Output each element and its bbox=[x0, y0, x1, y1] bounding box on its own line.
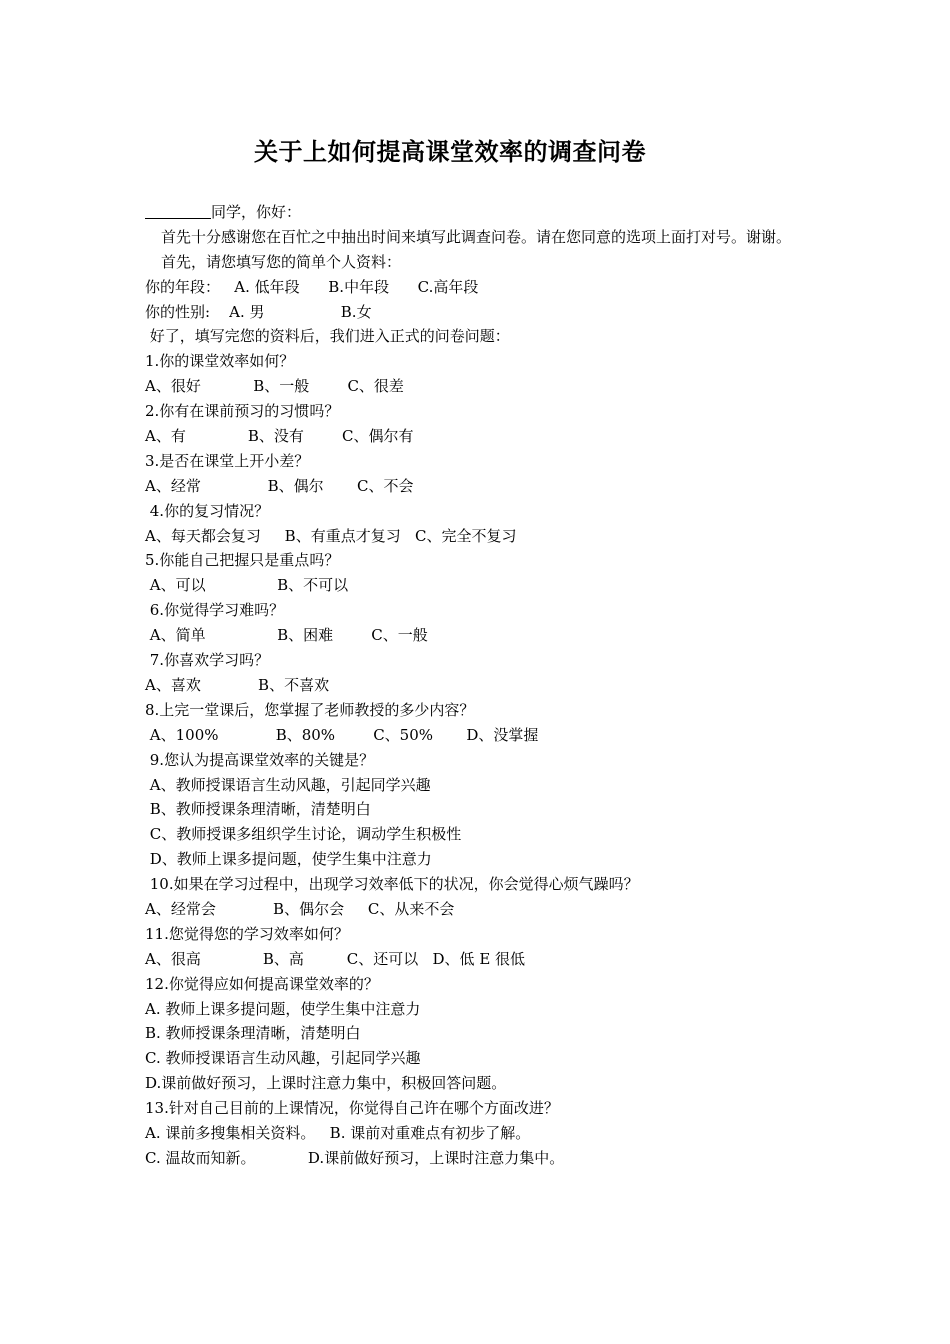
answer-options: A. 教师上课多提问题，使学生集中注意力 bbox=[145, 999, 421, 1018]
question-text: 6.你觉得学习难吗？ bbox=[145, 601, 285, 620]
personal-info-prompt: 首先，请您填写您的简单个人资料： bbox=[161, 252, 402, 271]
question-text: 7.你喜欢学习吗？ bbox=[145, 651, 270, 670]
answer-options: A、教师授课语言生动风趣，引起同学兴趣 bbox=[145, 775, 431, 794]
intro-paragraph: 首先十分感谢您在百忙之中抽出时间来填写此调查问卷。请在您同意的选项上面打对号。谢谢。 bbox=[161, 227, 792, 246]
question-text: 8.上完一堂课后，您掌握了老师教授的多少内容？ bbox=[145, 700, 475, 719]
question-text: 9.您认为提高课堂效率的关键是？ bbox=[145, 750, 375, 769]
answer-options: A、很高 B、高 C、还可以 D、低 E 很低 bbox=[145, 949, 526, 968]
answer-options: A、经常会 B、偶尔会 C、从来不会 bbox=[145, 899, 455, 918]
answer-options: C. 教师授课语言生动风趣，引起同学兴趣 bbox=[145, 1049, 421, 1068]
question-text: 1.你的课堂效率如何？ bbox=[145, 352, 295, 371]
answer-options: A. 课前多搜集相关资料。 B. 课前对重难点有初步了解。 bbox=[145, 1123, 531, 1142]
answer-options: C、教师授课多组织学生讨论，调动学生积极性 bbox=[145, 825, 462, 844]
gender-line: 你的性别: A. 男 B.女 bbox=[145, 302, 372, 321]
answer-options: A、每天都会复习 B、有重点才复习 C、完全不复习 bbox=[145, 526, 517, 545]
survey-body bbox=[145, 200, 795, 1171]
answer-options: C. 温故而知新。 D.课前做好预习，上课时注意力集中。 bbox=[145, 1148, 565, 1167]
answer-options: A、喜欢 B、不喜欢 bbox=[145, 675, 330, 694]
answer-options: D.课前做好预习，上课时注意力集中，积极回答问题。 bbox=[145, 1074, 507, 1093]
question-text: 10.如果在学习过程中，出现学习效率低下的状况，你会觉得心烦气躁吗？ bbox=[145, 875, 639, 894]
name-blank bbox=[145, 203, 211, 219]
greeting-line bbox=[145, 200, 795, 225]
transition-text: 好了，填写完您的资料后，我们进入正式的问卷问题： bbox=[145, 327, 510, 346]
answer-options: A、100% B、80% C、50% D、没掌握 bbox=[145, 725, 539, 744]
answer-options: B、教师授课条理清晰，清楚明白 bbox=[145, 800, 371, 819]
question-text: 3.是否在课堂上开小差？ bbox=[145, 451, 310, 470]
question-list bbox=[145, 349, 795, 1170]
answer-options: D、教师上课多提问题，使学生集中注意力 bbox=[145, 850, 432, 869]
survey-title: 关于上如何提高课堂效率的调查问卷 bbox=[254, 137, 646, 166]
question-text: 5.你能自己把握只是重点吗？ bbox=[145, 551, 340, 570]
question-text: 4.你的复习情况？ bbox=[145, 501, 270, 520]
answer-options: A、经常 B、偶尔 C、不会 bbox=[145, 476, 414, 495]
question-text: 13.针对自己目前的上课情况，你觉得自己许在哪个方面改进？ bbox=[145, 1099, 559, 1118]
answer-options: A、有 B、没有 C、偶尔有 bbox=[145, 427, 414, 446]
question-text: 11.您觉得您的学习效率如何？ bbox=[145, 924, 349, 943]
answer-options: A、简单 B、困难 C、一般 bbox=[145, 626, 428, 645]
question-text: 2.你有在课前预习的习惯吗？ bbox=[145, 402, 340, 421]
greeting-text: 同学，你好： bbox=[211, 203, 302, 221]
grade-line: 你的年段： A. 低年段 B.中年段 C.高年段 bbox=[145, 277, 479, 296]
question-text: 12.你觉得应如何提高课堂效率的？ bbox=[145, 974, 379, 993]
answer-options: A、很好 B、一般 C、很差 bbox=[145, 377, 404, 396]
answer-options: A、可以 B、不可以 bbox=[145, 576, 349, 595]
answer-options: B. 教师授课条理清晰，清楚明白 bbox=[145, 1024, 361, 1043]
